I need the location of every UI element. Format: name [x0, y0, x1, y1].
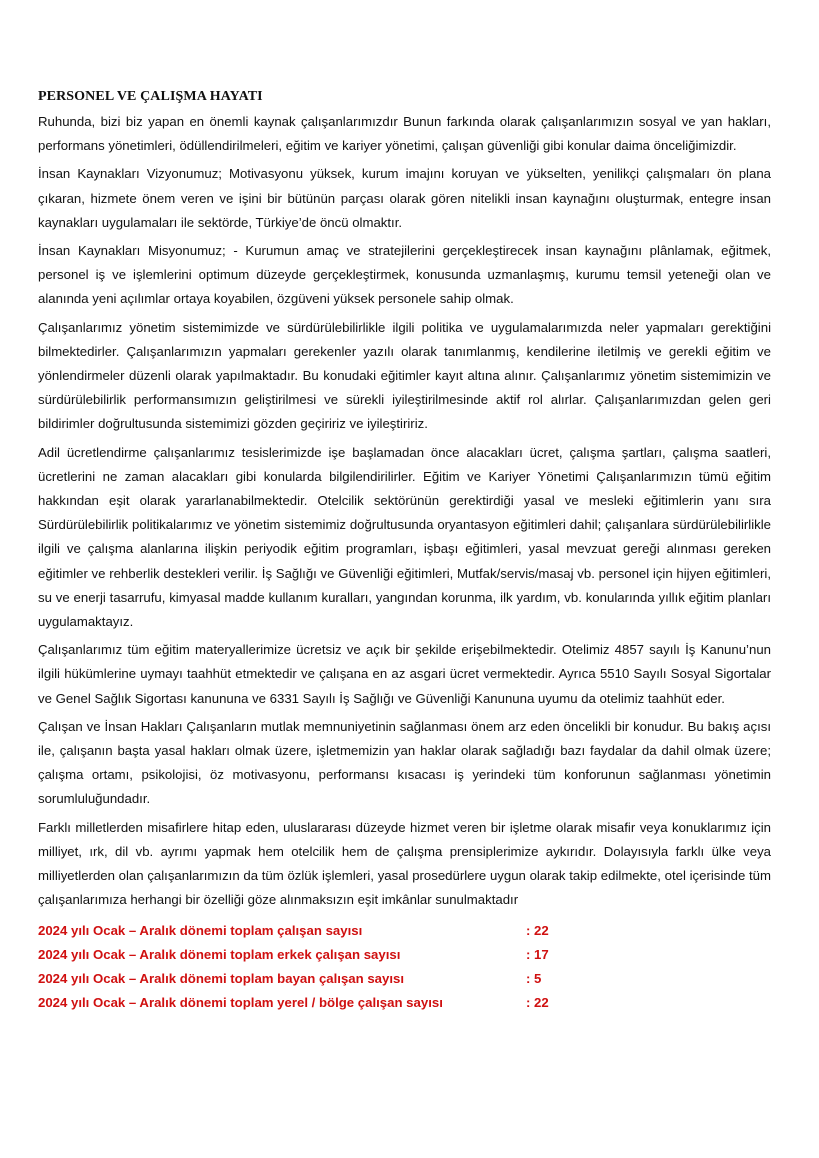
paragraph-vision: İnsan Kaynakları Vizyonumuz; Motivasyonu yüksek, kurum imajını koruyan ve yükselten, yenilikçi çalışmaları ön plana çıkaran, hizmete önem veren ve işini bir bütünün parçası olarak gören nitelikli insan kaynağını oluşturmak, entegre insan kaynakları uygulamaları ile sektörde, Türkiye’de öncü olmaktır.: [38, 166, 771, 230]
stat-label: 2024 yılı Ocak – Aralık dönemi toplam yerel / bölge çalışan sayısı: [38, 995, 443, 1011]
stat-row-male: [38, 943, 771, 967]
document-page: [38, 86, 771, 1015]
stat-label: 2024 yılı Ocak – Aralık dönemi toplam erkek çalışan sayısı: [38, 946, 401, 962]
stat-value: : 22: [526, 922, 549, 938]
paragraph-mission: İnsan Kaynakları Misyonumuz; - Kurumun amaç ve stratejilerini gerçekleştirecek insan kaynağını plânlamak, eğitmek, personel iş ve işlemlerini optimum düzeyde gerçekleştirmek, konusunda uzmanlaşmış, kurumu temsil yeteneği olan ve alanında yeni açılımlar ortaya koyabilen, özgüveni yüksek personele sahip olmak.: [38, 243, 771, 307]
stat-row-female: [38, 967, 771, 991]
paragraph-intro: Ruhunda, bizi biz yapan en önemli kaynak çalışanlarımızdır Bunun farkında olarak çalışanlarımızın sosyal ve yan hakları, performans yönetimleri, ödüllendirilmeleri, eğitim ve kariyer yönetimi, çalışan güvenliği gibi konular daima önceliğimizdir.: [38, 114, 771, 154]
stat-value: : 5: [526, 970, 542, 986]
paragraph-management-system: Çalışanlarımız yönetim sistemimizde ve sürdürülebilirlikle ilgili politika ve uygulamalarımızda neler yapmaları gerektiğini bilmektedirler. Çalışanlarımızın yapmaları gerekenler yazılı olarak tanımlanmış, kendilerine iletilmiş ve gerekli eğitim ve yönlendirmeler düzenli olarak yapılmaktadır. Bu konudaki eğitimler kayıt altına alınır. Çalışanlarımız yönetim sistemimizin ve sürdürülebilirlik performansımızın geliştirilmesi ve sürekli iyileştirilmesinde aktif rol alırlar. Çalışanlarımızdan gelen geri bildirimler doğrultusunda sistemimizi gözden geçiririz ve iyileştiririz.: [38, 319, 771, 432]
employee-stats: [38, 919, 771, 1016]
stat-value: : 22: [526, 995, 549, 1011]
stat-row-local: [38, 991, 771, 1015]
paragraph-non-discrimination: Farklı milletlerden misafirlere hitap eden, uluslararası düzeyde hizmet veren bir işletme olarak misafir veya konuklarımız için milliyet, ırk, dil vb. ayrımı yapmak hem otelcilik hem de çalışma prensiplerimize aykırıdır. Dolayısıyla farklı ülke veya milliyetlerden olan çalışanlarımızın da tüm özlük işlemleri, yasal prosedürlere uygun olarak takip edilmekte, otel içerisinde tüm çalışanlarımıza herhangi bir özelliği göze alınmaksızın eşit imkânlar sunulmaktadır: [38, 819, 771, 908]
stat-label: 2024 yılı Ocak – Aralık dönemi toplam çalışan sayısı: [38, 922, 363, 938]
paragraph-human-rights: Çalışan ve İnsan Hakları Çalışanların mutlak memnuniyetinin sağlanması önem arz eden öncelikli bir konudur. Bu bakış açısı ile, çalışanın başta yasal hakları olmak üzere, işletmemizin yan haklar olarak sağladığı bazı faydalar da dahil olmak üzere; çalışma ortamı, psikolojisi, öz motivasyonu, performansı kısacası iş yerindeki tüm konforunun sağlanması yönetimin sorumluluğundadır.: [38, 718, 771, 807]
paragraph-fair-pay-training: Adil ücretlendirme çalışanlarımız tesislerimizde işe başlamadan önce alacakları ücret, çalışma şartları, çalışma saatleri, ücretlerini ne zaman alacakları gibi konularda bilgilendirilirler. Eğitim ve Kariyer Yönetimi Çalışanlarımızın tümü eğitim hakkından eşit olarak yararlanabilmektedir. Otelcilik sektörünün gerektirdiği yasal ve mesleki eğitimlerin yanı sıra Sürdürülebilirlik politikalarımız ve yönetim sistemimiz doğrultusunda oryantasyon eğitimleri dahil; çalışanlara sürdürülebilirlikle ilgili ve çalışma alanlarına ilişkin periyodik eğitim programları, işbaşı eğitimleri, yasal mevzuat gereği alınması gereken eğitimler ve rehberlik destekleri verilir. İş Sağlığı ve Güvenliği eğitimleri, Mutfak/servis/masaj vb. personel için hijyen eğitimleri, su ve enerji tasarrufu, kimyasal madde kullanım kuralları, yangından korunma, ilk yardım, vb. konularında yıllık eğitim planları uygulamaktayız.: [38, 444, 771, 630]
stat-row-total: [38, 919, 771, 943]
paragraph-legal-compliance: Çalışanlarımız tüm eğitim materyallerimize ücretsiz ve açık bir şekilde erişebilmektedir. Otelimiz 4857 sayılı İş Kanunu’nun ilgili hükümlerine uymayı taahhüt etmektedir ve çalışana en az asgari ücret vermektedir. Ayrıca 5510 Sayılı Sosyal Sigortalar ve Genel Sağlık Sigortası kanununa ve 6331 Sayılı İş Sağlığı ve Güvenliği Kanununa uyumu da otelimiz taahhüt eder.: [38, 642, 771, 706]
stat-value: : 17: [526, 946, 549, 962]
stat-label: 2024 yılı Ocak – Aralık dönemi toplam bayan çalışan sayısı: [38, 970, 405, 986]
page-title: PERSONEL VE ÇALIŞMA HAYATI: [38, 89, 263, 104]
